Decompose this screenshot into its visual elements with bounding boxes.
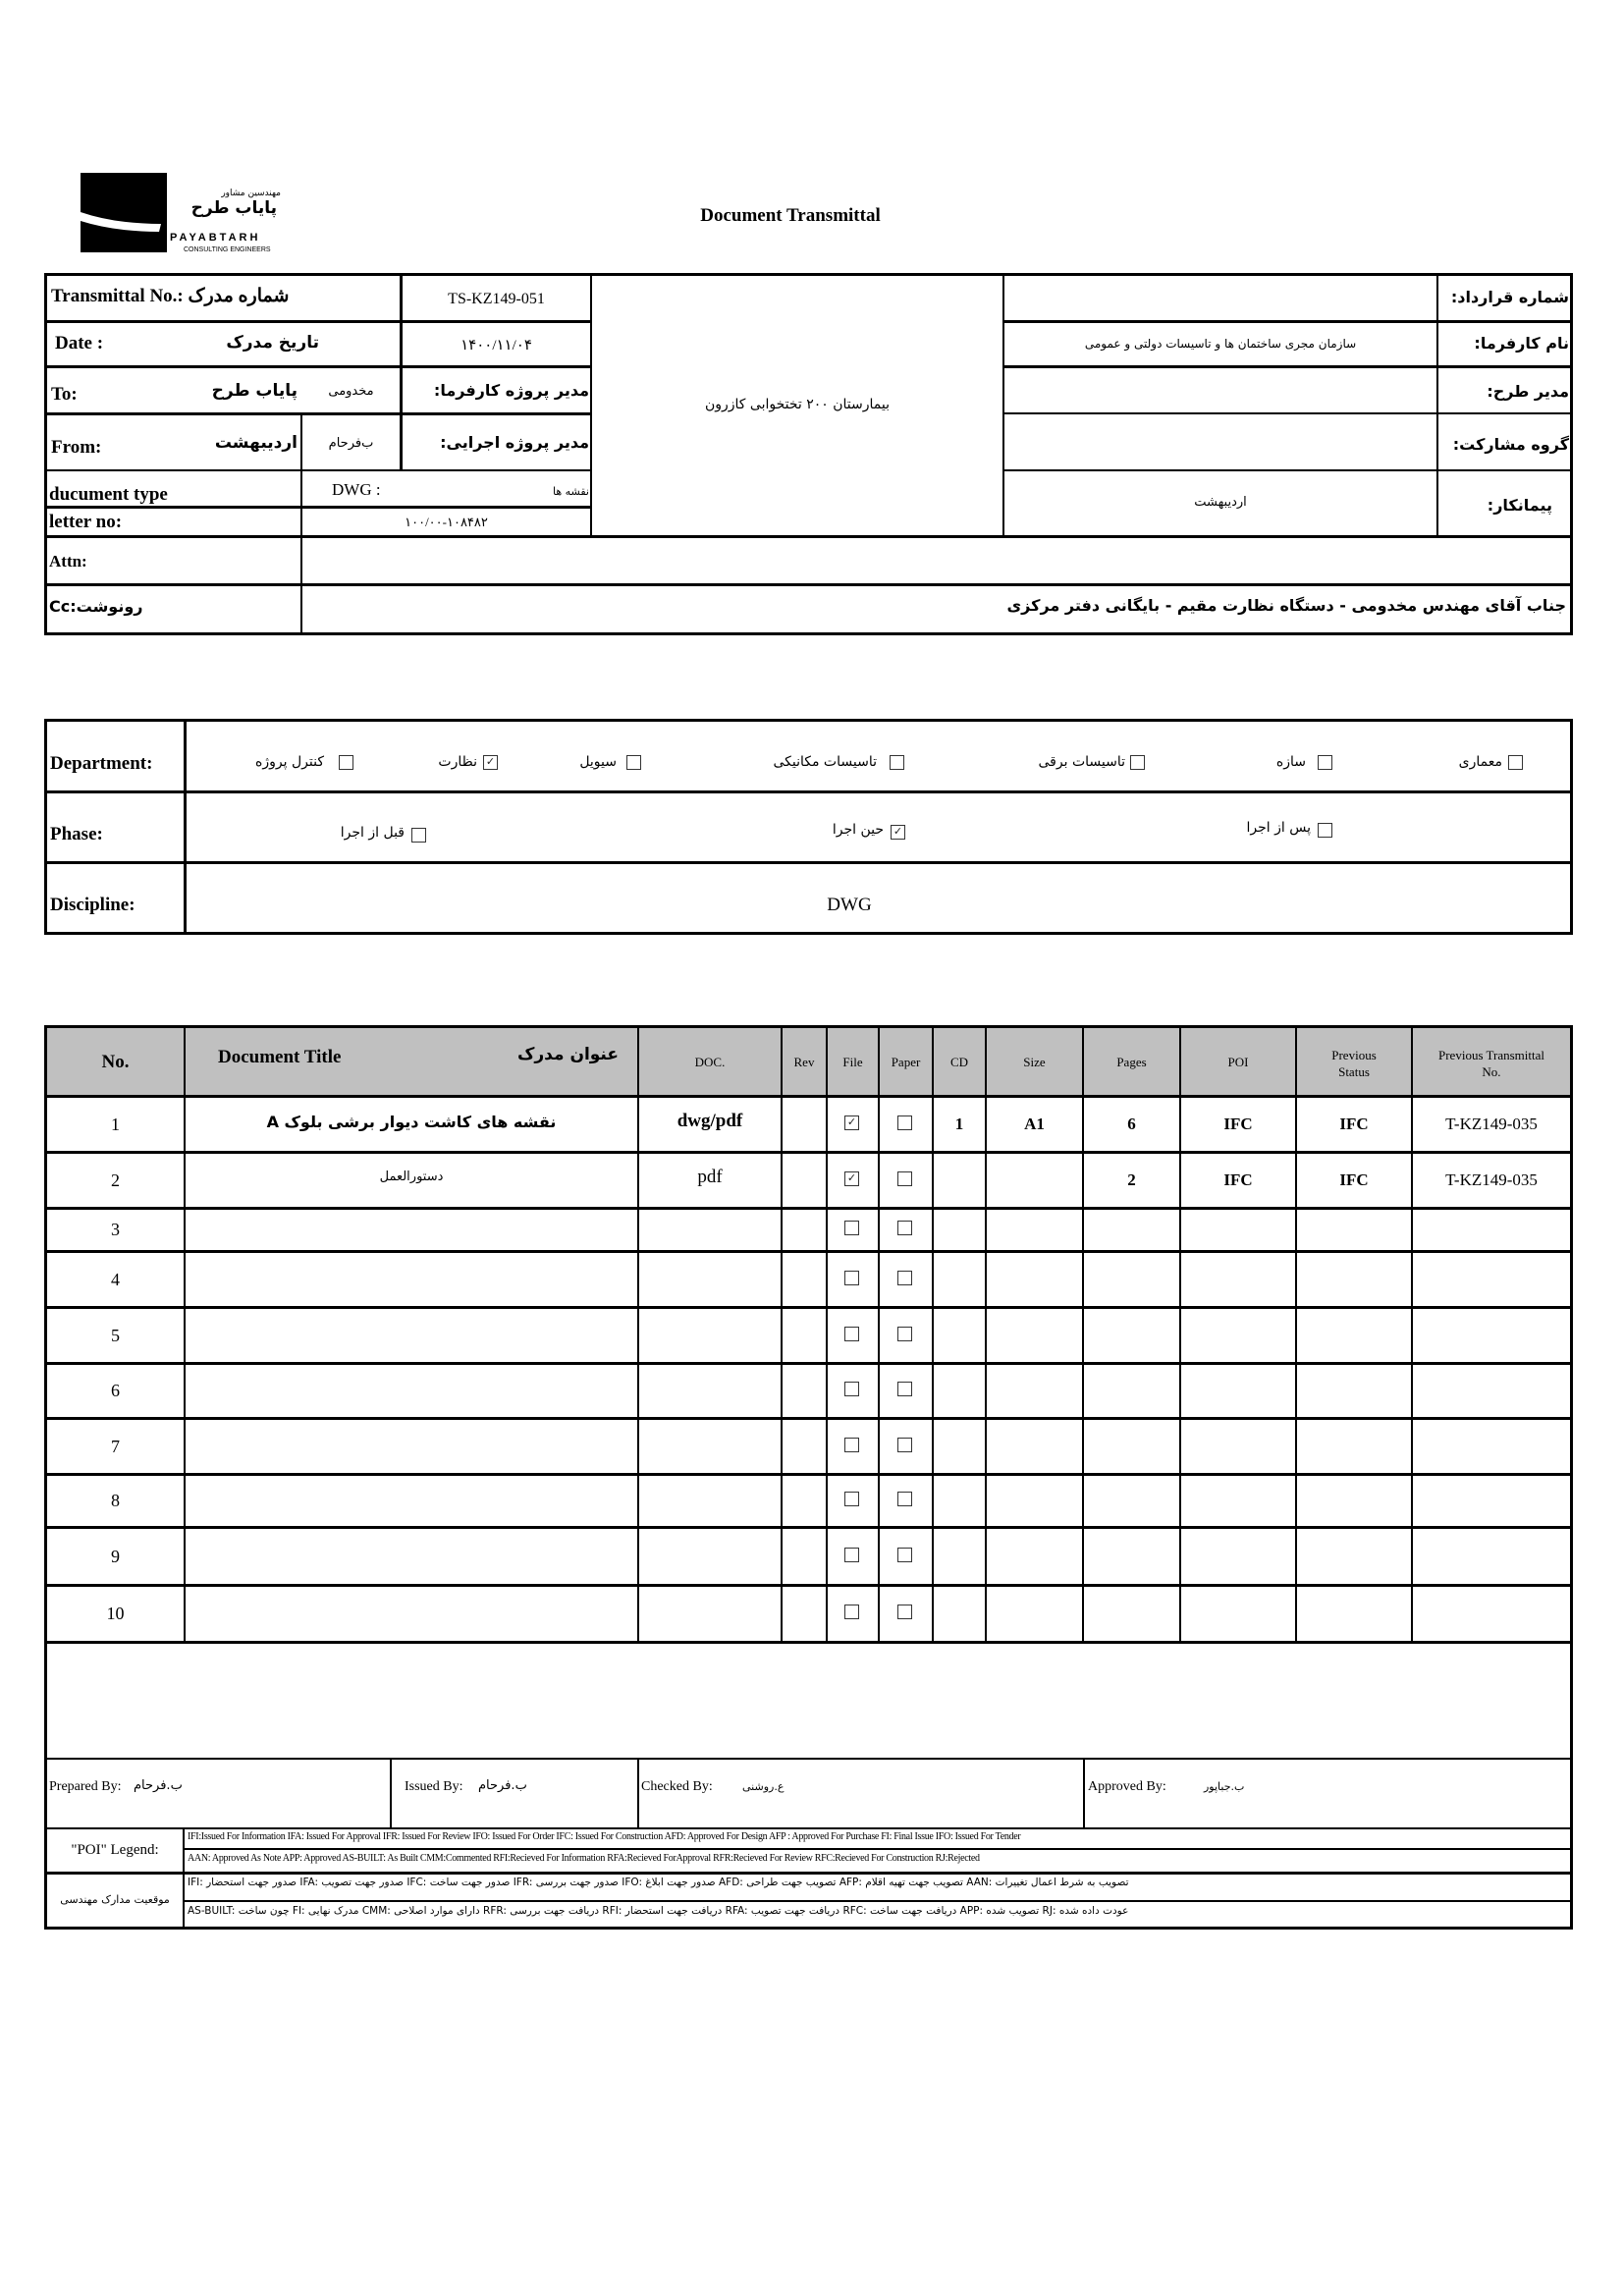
logo-persian-subtitle: مهندسین مشاور xyxy=(221,189,281,198)
from-value: اردیبهشت xyxy=(214,433,298,453)
checkbox-paper[interactable] xyxy=(897,1605,912,1619)
cell-no: 9 xyxy=(111,1546,120,1566)
logo-tagline: CONSULTING ENGINEERS xyxy=(184,246,271,253)
checkbox-phase-after[interactable] xyxy=(1318,823,1332,838)
checkbox-paper[interactable] xyxy=(897,1271,912,1285)
contract-no-label: شماره قرارداد: xyxy=(1450,288,1569,306)
employer-value: سازمان مجری ساختمان ها و تاسیسات دولتی و عمومی xyxy=(1084,337,1357,351)
col-header-doc: DOC. xyxy=(694,1055,726,1069)
department-label-electrical: تاسیسات برقی xyxy=(1038,754,1125,770)
poi-legend-label: "POI" Legend: xyxy=(71,1842,159,1858)
col-header-title-fa: عنوان مدرک xyxy=(516,1045,619,1064)
project-name: بیمارستان ۲۰۰ تختخوابی کازرون xyxy=(704,397,891,412)
department-label-civil: سیویل xyxy=(579,754,617,770)
cell-title: نقشه های کاشت دیوار برشی بلوک A xyxy=(266,1112,557,1131)
phase-label-before: قبل از اجرا xyxy=(340,825,405,841)
doc-type-value: DWG : xyxy=(332,480,381,499)
exec-pm-label: مدیر پروژه اجرایی: xyxy=(440,433,589,452)
cell-pages: 2 xyxy=(1127,1170,1136,1189)
cell-size: A1 xyxy=(1024,1114,1045,1133)
checkbox-supervision[interactable]: ✓ xyxy=(483,755,498,770)
col-header-prev-transmittal: Previous Transmittal No. xyxy=(1438,1048,1544,1079)
checkbox-paper[interactable] xyxy=(897,1327,912,1341)
issued-by-value[interactable]: ب.فرحام xyxy=(478,1778,527,1793)
checkbox-phase-during[interactable]: ✓ xyxy=(891,825,905,840)
cell-pages: 6 xyxy=(1127,1114,1136,1133)
cell-no: 7 xyxy=(111,1436,120,1456)
cell-prev-status: IFC xyxy=(1339,1170,1369,1189)
cell-prev-transmittal: T-KZ149-035 xyxy=(1445,1114,1538,1133)
checkbox-file[interactable] xyxy=(844,1271,859,1285)
checkbox-file[interactable]: ✓ xyxy=(844,1115,859,1130)
checkbox-file[interactable] xyxy=(844,1221,859,1235)
cc-label: Cc:رونوشت xyxy=(49,597,143,616)
contractor-label: پیمانکار: xyxy=(1487,496,1552,515)
col-header-no: No. xyxy=(101,1052,130,1072)
col-header-prev-status: Previous Status xyxy=(1331,1048,1377,1079)
partnership-label: گروه مشارکت: xyxy=(1452,435,1569,454)
cc-value: جناب آقای مهندس مخدومی - دستگاه نظارت مقیم - بایگانی دفتر مرکزی xyxy=(1006,596,1566,615)
col-header-file: File xyxy=(842,1055,863,1069)
cell-poi: IFC xyxy=(1223,1114,1253,1133)
discipline-label: Discipline: xyxy=(50,895,135,915)
department-label-structure: سازه xyxy=(1275,754,1306,770)
poi-legend-line-1: IFI:Issued For Information IFA: Issued For Approval IFR: Issued For Review IFO: Issued For Order IFC: Issued For Construction AFD: Approved For Design AFP : Approved For Purchase FI: Final Issue IFO: Issued For Tender xyxy=(188,1831,1021,1842)
phase-label: Phase: xyxy=(50,824,103,844)
cell-title: دستورالعمل xyxy=(379,1169,444,1184)
checkbox-project-control[interactable] xyxy=(339,755,353,770)
department-label-architecture: معماری xyxy=(1458,754,1502,770)
department-label-supervision: نظارت xyxy=(438,754,477,770)
checkbox-electrical[interactable] xyxy=(1130,755,1145,770)
department-label-project-control: کنترل پروژه xyxy=(255,754,324,770)
approved-by-value[interactable]: ب.جباپور xyxy=(1204,1780,1245,1793)
checkbox-structure[interactable] xyxy=(1318,755,1332,770)
transmittal-no-value: TS-KZ149-051 xyxy=(448,291,545,307)
checkbox-file[interactable] xyxy=(844,1548,859,1562)
checkbox-paper[interactable] xyxy=(897,1492,912,1506)
logo-latin-name: PAYABTARH xyxy=(170,232,261,244)
cell-no: 8 xyxy=(111,1491,120,1510)
cell-no: 5 xyxy=(111,1325,120,1345)
col-header-poi: POI xyxy=(1227,1055,1249,1069)
fa-legend-line-2: AS-BUILT: چون ساخت FI: مدرک نهایی CMM: دارای موارد اصلاحی RFR: دریافت جهت بررسی RFI: دریافت جهت استحضار RFA: دریافت جهت تصویب RFC: دریافت جهت ساخت APP: تصویب شده RJ: عودت داده شده xyxy=(188,1905,1129,1917)
fa-legend-label: موقعیت مدارک مهندسی xyxy=(60,1893,170,1906)
checkbox-file[interactable] xyxy=(844,1327,859,1341)
checkbox-paper[interactable] xyxy=(897,1438,912,1452)
discipline-value: DWG xyxy=(827,895,872,915)
doc-type-fa: نقشه ها xyxy=(553,485,589,498)
checked-by-label: Checked By: xyxy=(641,1779,713,1794)
checkbox-phase-before[interactable] xyxy=(411,828,426,843)
department-label: Department: xyxy=(50,753,153,774)
prepared-by-label: Prepared By: xyxy=(49,1779,122,1794)
cell-no: 1 xyxy=(111,1114,120,1134)
letter-no-value: ۱۰۰/۰۰-۱۰۸۴۸۲ xyxy=(405,515,488,529)
prepared-by-value[interactable]: ب.فرحام xyxy=(134,1778,183,1793)
plan-manager-label: مدیر طرح: xyxy=(1487,382,1569,401)
col-header-title-en: Document Title xyxy=(218,1047,342,1067)
department-label-mechanical: تاسیسات مکانیکی xyxy=(773,754,877,770)
phase-label-after: پس از اجرا xyxy=(1246,820,1311,836)
checkbox-paper[interactable] xyxy=(897,1382,912,1396)
col-header-pages: Pages xyxy=(1116,1055,1147,1069)
fa-legend-line-1: IFI: صدور جهت استحضار IFA: صدور جهت تصویب IFC: صدور جهت ساخت IFR: صدور جهت بررسی IFO: صدور جهت ابلاغ AFD: تصویب جهت طراحی AFP: تصویب جهت تهیه اقلام AAN: تصویب به شرط اعمال تغییرات xyxy=(188,1877,1129,1888)
phase-label-during: حین اجرا xyxy=(832,822,884,838)
checkbox-paper[interactable] xyxy=(897,1221,912,1235)
cell-no: 6 xyxy=(111,1381,120,1400)
cell-no: 3 xyxy=(111,1220,120,1239)
checkbox-civil[interactable] xyxy=(626,755,641,770)
employer-label: نام کارفرما: xyxy=(1474,334,1569,353)
approved-by-label: Approved By: xyxy=(1088,1779,1166,1794)
date-value: ۱۴۰۰/۱۱/۰۴ xyxy=(460,338,532,354)
cell-no: 4 xyxy=(111,1269,120,1289)
letter-no-label: letter no: xyxy=(49,512,123,532)
cell-doc: pdf xyxy=(697,1166,723,1187)
to-label: To: xyxy=(51,384,78,405)
checked-by-value[interactable]: ع.روشنی xyxy=(742,1780,785,1793)
checkbox-file[interactable]: ✓ xyxy=(844,1171,859,1186)
cell-prev-transmittal: T-KZ149-035 xyxy=(1445,1170,1538,1189)
transmittal-no-label: Transmittal No.: شماره مدرک xyxy=(51,286,290,306)
cell-poi: IFC xyxy=(1223,1170,1253,1189)
cell-prev-status: IFC xyxy=(1339,1114,1369,1133)
checkbox-file[interactable] xyxy=(844,1382,859,1396)
col-header-size: Size xyxy=(1023,1055,1046,1069)
col-header-paper: Paper xyxy=(891,1055,921,1069)
checkbox-file[interactable] xyxy=(844,1605,859,1619)
attn-label: Attn: xyxy=(49,552,87,571)
checkbox-mechanical[interactable] xyxy=(890,755,904,770)
page-title: Document Transmittal xyxy=(700,205,881,226)
from-person: ب‌فرحام xyxy=(328,436,374,451)
to-value: پایاب طرح xyxy=(211,381,298,401)
contractor-value: اردیبهشت xyxy=(1194,495,1247,510)
date-label-fa: تاریخ مدرک xyxy=(226,333,319,353)
to-person: مخدومی xyxy=(328,384,374,399)
checkbox-paper[interactable] xyxy=(897,1171,912,1186)
doc-type-label: ducument type xyxy=(49,484,168,505)
cell-cd: 1 xyxy=(954,1114,964,1133)
checkbox-file[interactable] xyxy=(844,1438,859,1452)
col-header-cd: CD xyxy=(949,1055,969,1069)
date-label: Date : xyxy=(55,333,104,354)
cell-no: 2 xyxy=(111,1170,120,1190)
checkbox-architecture[interactable] xyxy=(1508,755,1523,770)
cell-no: 10 xyxy=(106,1604,125,1623)
checkbox-file[interactable] xyxy=(844,1492,859,1506)
cell-doc: dwg/pdf xyxy=(677,1110,743,1131)
issued-by-label: Issued By: xyxy=(405,1779,463,1794)
from-label: From: xyxy=(51,437,102,458)
checkbox-paper[interactable] xyxy=(897,1115,912,1130)
logo-persian-name: پایاب طرح xyxy=(190,198,277,218)
col-header-rev: Rev xyxy=(793,1055,815,1069)
poi-legend-line-2: AAN: Approved As Note APP: Approved AS-BUILT: As Built CMM:Commented RFI:Recieved For Information RFA:Recieved ForApproval RFR:Recieved For Review RFC:Recieved For Construction RJ:Rejected xyxy=(188,1853,980,1864)
logo-mark-icon xyxy=(81,173,167,252)
client-pm-label: مدیر پروژه کارفرما: xyxy=(433,381,589,400)
checkbox-paper[interactable] xyxy=(897,1548,912,1562)
